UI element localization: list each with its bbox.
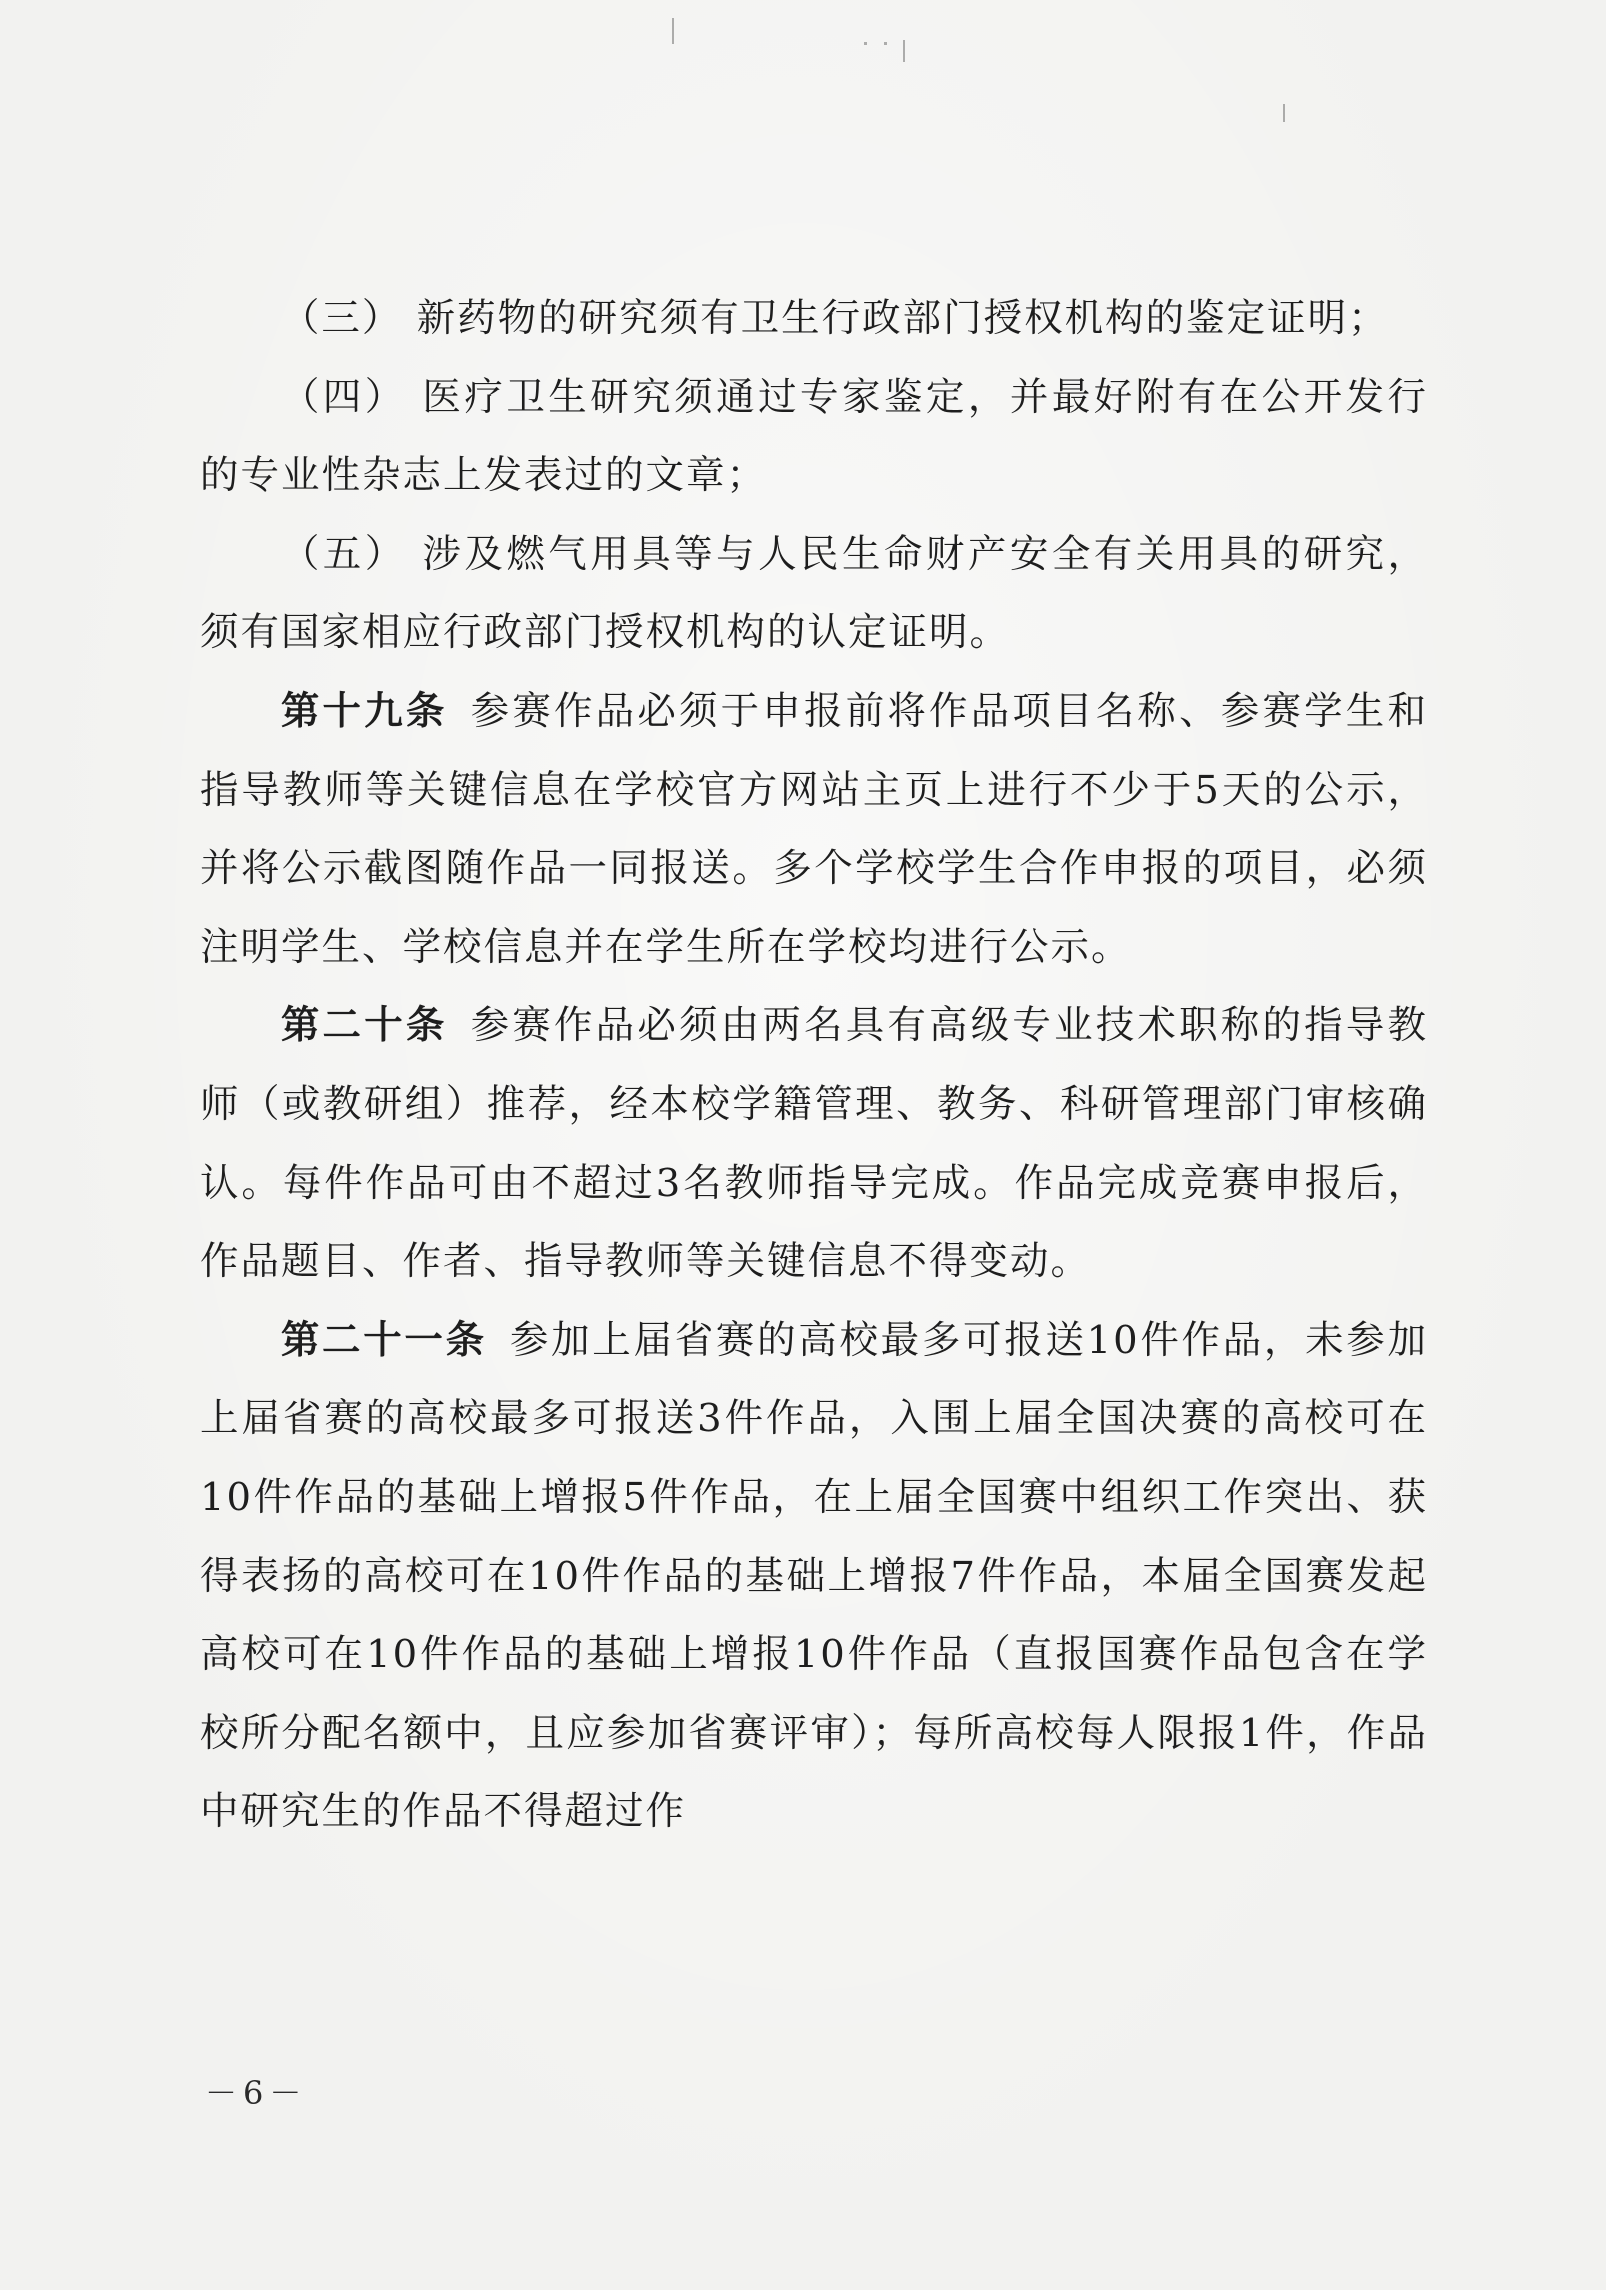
paragraph-text: （五） 涉及燃气用具等与人民生命财产安全有关用具的研究，须有国家相应行政部门授权机构的认定证明。: [200, 531, 1428, 656]
scan-mark: [903, 40, 905, 62]
clause-paragraph: [200, 280, 1428, 359]
paragraph-text: （三） 新药物的研究须有卫生行政部门授权机构的鉴定证明；: [280, 296, 1389, 341]
article-heading: 第二十条: [280, 1003, 448, 1049]
page-number: －6－: [205, 2074, 308, 2112]
article-heading: 第十九条: [280, 688, 448, 734]
article-heading: 第二十一条: [280, 1317, 487, 1363]
article-paragraph: [200, 1302, 1428, 1852]
paragraph-text: 参赛作品必须由两名具有高级专业技术职称的指导教师（或教研组）推荐，经本校学籍管理、教务、科研管理部门审核确认。每件作品可由不超过3名教师指导完成。作品完成竞赛申报后，作品题目、作者、指导教师等关键信息不得变动。: [200, 1003, 1428, 1285]
clause-paragraph: [200, 359, 1428, 516]
scan-mark: [884, 42, 887, 45]
paragraph-text: 参加上届省赛的高校最多可报送10件作品，未参加上届省赛的高校最多可报送3件作品，入围上届全国决赛的高校可在10件作品的基础上增报5件作品，在上届全国赛中组织工作突出、获得表扬的高校可在10件作品的基础上增报7件作品，本届全国赛发起高校可在10件作品的基础上增报10件作品（直报国赛作品包含在学校所分配名额中，且应参加省赛评审）；每所高校每人限报1件，作品中研究生的作品不得超过作: [200, 1317, 1428, 1835]
document-body: [200, 280, 1428, 1852]
article-paragraph: [200, 987, 1428, 1301]
paragraph-text: （四） 医疗卫生研究须通过专家鉴定，并最好附有在公开发行的专业性杂志上发表过的文章；: [200, 374, 1428, 499]
clause-paragraph: [200, 516, 1428, 673]
scan-mark: [672, 18, 674, 44]
scan-mark: [864, 42, 867, 45]
paragraph-text: 参赛作品必须于申报前将作品项目名称、参赛学生和指导教师等关键信息在学校官方网站主页上进行不少于5天的公示，并将公示截图随作品一同报送。多个学校学生合作申报的项目，必须注明学生、学校信息并在学生所在学校均进行公示。: [200, 688, 1428, 970]
article-paragraph: [200, 673, 1428, 987]
scan-mark: [1283, 104, 1285, 122]
